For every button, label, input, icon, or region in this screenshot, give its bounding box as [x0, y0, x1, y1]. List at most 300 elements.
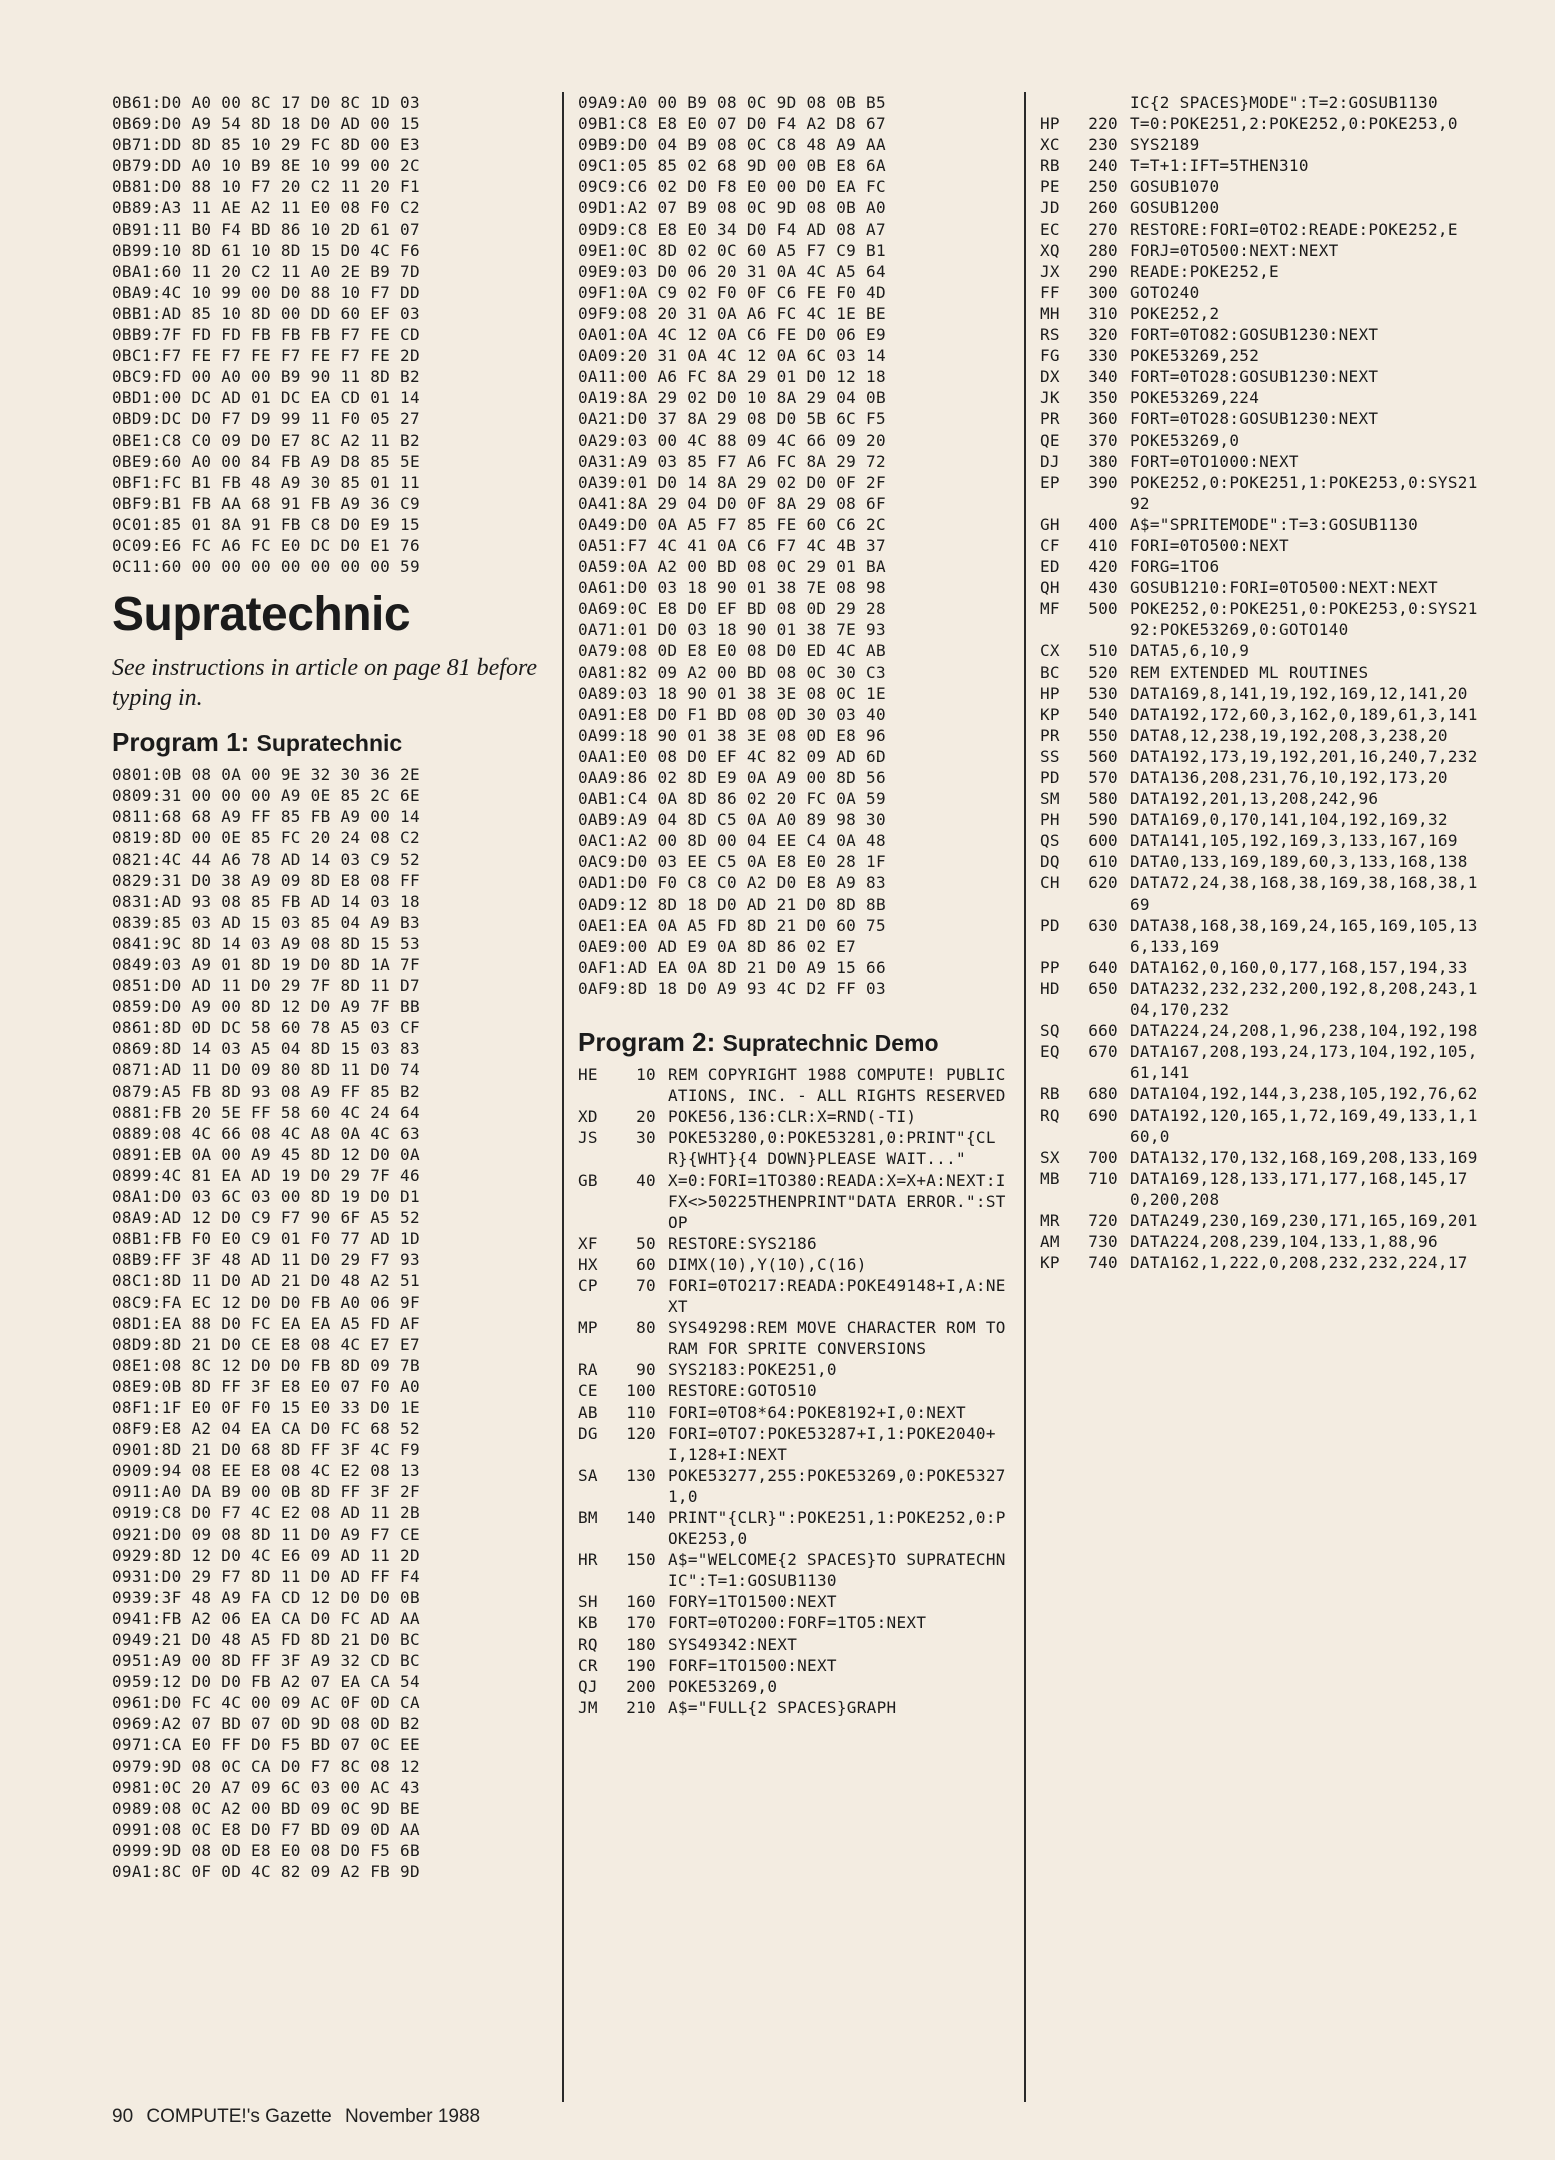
basic-line — [1040, 261, 1480, 282]
checksum: XQ — [1040, 240, 1060, 260]
listing-line: 0C09:E6 FC A6 FC E0 DC D0 E1 76 — [112, 535, 420, 555]
listing-line: 0809:31 00 00 00 A9 0E 85 2C 6E — [112, 786, 420, 806]
checksum: HP — [1040, 683, 1060, 703]
line-number: 330 — [1088, 346, 1118, 366]
line-text: POKE252,0:POKE251,1:POKE253,0:SYS2192 — [1130, 472, 1478, 513]
listing-line: 0911:A0 DA B9 00 0B 8D FF 3F 2F — [112, 1482, 420, 1502]
line-number: 270 — [1088, 219, 1118, 239]
line-text: IC{2 SPACES}MODE":T=2:GOSUB1130 — [1130, 93, 1438, 112]
checksum: JS — [578, 1128, 598, 1148]
line-number: 100 — [626, 1381, 656, 1401]
basic-line — [1040, 451, 1480, 472]
line-text: POKE252,0:POKE251,0:POKE253,0:SYS2192:POKE53269,0:GOTO140 — [1130, 599, 1478, 640]
listing-line: 08A1:D0 03 6C 03 00 8D 19 D0 D1 — [112, 1187, 420, 1207]
line-text: REM EXTENDED ML ROUTINES — [1130, 662, 1369, 682]
line-text: A$="FULL{2 SPACES}GRAPH — [668, 1697, 897, 1717]
line-number: 150 — [626, 1550, 656, 1570]
line-text: FORT=0TO82:GOSUB1230:NEXT — [1130, 325, 1379, 345]
checksum: EP — [1040, 472, 1060, 492]
listing-line: 0B79:DD A0 10 B9 8E 10 99 00 2C — [112, 156, 420, 176]
line-number: 390 — [1088, 472, 1118, 492]
basic-line — [1040, 704, 1480, 725]
line-text: FORI=0TO217:READA:POKE49148+I,A:NEXT — [668, 1275, 1006, 1317]
checksum: MR — [1040, 1210, 1060, 1230]
listing-line: 0AD1:D0 F0 C8 C0 A2 D0 E8 A9 83 — [578, 873, 886, 893]
listing-line: 0851:D0 AD 11 D0 29 7F 8D 11 D7 — [112, 976, 420, 996]
line-text: FORI=0TO8*64:POKE8192+I,0:NEXT — [668, 1402, 966, 1422]
column-rule-1 — [562, 92, 564, 2102]
program-2-listing — [578, 1064, 1016, 1718]
basic-line — [1040, 366, 1480, 387]
line-number: 210 — [626, 1697, 656, 1717]
line-number: 520 — [1088, 662, 1118, 682]
checksum: PH — [1040, 810, 1060, 830]
listing-line: 0B61:D0 A0 00 8C 17 D0 8C 1D 03 — [112, 93, 420, 112]
line-text: GOSUB1210:FORI=0TO500:NEXT:NEXT — [1130, 578, 1438, 598]
listing-line: 0AA9:86 02 8D E9 0A A9 00 8D 56 — [578, 768, 886, 787]
checksum: KB — [578, 1613, 598, 1633]
checksum: SQ — [1040, 1021, 1060, 1041]
checksum: MF — [1040, 599, 1060, 619]
line-text: FORT=0TO28:GOSUB1230:NEXT — [1130, 367, 1379, 387]
listing-line: 0A01:0A 4C 12 0A C6 FE D0 06 E9 — [578, 325, 886, 345]
line-text: FORI=0TO500:NEXT — [1130, 535, 1289, 555]
checksum: SS — [1040, 746, 1060, 766]
checksum: SX — [1040, 1147, 1060, 1167]
basic-line — [578, 1612, 1010, 1633]
listing-line: 0869:8D 14 03 A5 04 8D 15 03 83 — [112, 1039, 420, 1059]
basic-line — [578, 1275, 1010, 1317]
listing-line: 0AC1:A2 00 8D 00 04 EE C4 0A 48 — [578, 831, 886, 851]
listing-line: 0A39:01 D0 14 8A 29 02 D0 0F 2F — [578, 472, 886, 492]
line-number: 570 — [1088, 768, 1118, 787]
line-number: 170 — [626, 1613, 656, 1633]
basic-line — [1040, 1020, 1480, 1041]
line-number: 560 — [1088, 746, 1118, 766]
listing-line: 0B81:D0 88 10 F7 20 C2 11 20 F1 — [112, 177, 420, 197]
listing-line: 08C1:8D 11 D0 AD 21 D0 48 A2 51 — [112, 1271, 420, 1291]
listing-line: 0AF1:AD EA 0A 8D 21 D0 A9 15 66 — [578, 957, 886, 977]
listing-line: 0879:A5 FB 8D 93 08 A9 FF 85 B2 — [112, 1081, 420, 1101]
checksum: SH — [578, 1592, 598, 1612]
listing-line: 09F1:0A C9 02 F0 0F C6 FE F0 4D — [578, 282, 886, 302]
listing-line: 09D9:C8 E8 E0 34 D0 F4 AD 08 A7 — [578, 219, 886, 239]
line-text: FORT=0TO200:FORF=1TO5:NEXT — [668, 1613, 927, 1633]
listing-line: 0C01:85 01 8A 91 FB C8 D0 E9 15 — [112, 514, 420, 534]
line-text: DATA132,170,132,168,169,208,133,169 — [1130, 1147, 1478, 1167]
listing-line: 0BC1:F7 FE F7 FE F7 FE F7 FE 2D — [112, 346, 420, 366]
listing-line: 0829:31 D0 38 A9 09 8D E8 08 FF — [112, 870, 420, 890]
checksum: QE — [1040, 430, 1060, 450]
line-number: 610 — [1088, 852, 1118, 872]
basic-line — [1040, 788, 1480, 809]
listing-line: 0849:03 A9 01 8D 19 D0 8D 1A 7F — [112, 955, 420, 974]
line-number: 660 — [1088, 1021, 1118, 1041]
line-number: 700 — [1088, 1147, 1118, 1167]
line-number: 250 — [1088, 177, 1118, 197]
basic-line — [578, 1317, 1016, 1359]
listing-line: 0AC9:D0 03 EE C5 0A E8 E0 28 1F — [578, 852, 886, 872]
basic-line — [1040, 767, 1480, 788]
listing-line: 0949:21 D0 48 A5 FD 8D 21 D0 BC — [112, 1630, 420, 1649]
listing-line: 0919:C8 D0 F7 4C E2 08 AD 11 2B — [112, 1503, 420, 1523]
checksum: RB — [1040, 156, 1060, 176]
checksum: HR — [578, 1550, 598, 1570]
line-number: 550 — [1088, 725, 1118, 745]
listing-line: 0831:AD 93 08 85 FB AD 14 03 18 — [112, 891, 420, 911]
line-text: DATA5,6,10,9 — [1130, 641, 1250, 661]
checksum: DQ — [1040, 852, 1060, 872]
checksum: RQ — [578, 1634, 598, 1654]
line-number: 80 — [636, 1318, 656, 1338]
listing-line: 0B69:D0 A9 54 8D 18 D0 AD 00 15 — [112, 114, 420, 134]
line-number: 720 — [1088, 1210, 1118, 1230]
checksum: MP — [578, 1318, 598, 1338]
checksum: AM — [1040, 1232, 1060, 1252]
listing-line: 08C9:FA EC 12 D0 D0 FB A0 06 9F — [112, 1292, 420, 1312]
line-text: DATA0,133,169,189,60,3,133,168,138 — [1130, 852, 1468, 872]
basic-line — [1040, 303, 1480, 324]
listing-line: 0939:3F 48 A9 FA CD 12 D0 D0 0B — [112, 1587, 420, 1607]
listing-line: 0AA1:E0 08 D0 EF 4C 82 09 AD 6D — [578, 746, 886, 766]
column-1 — [112, 92, 548, 1882]
checksum: JX — [1040, 261, 1060, 281]
line-number: 510 — [1088, 641, 1118, 661]
checksum: GB — [578, 1170, 598, 1190]
basic-line — [578, 1380, 1010, 1401]
basic-line — [578, 1402, 1010, 1423]
line-number: 530 — [1088, 683, 1118, 703]
line-text: DATA8,12,238,19,192,208,3,238,20 — [1130, 725, 1448, 745]
checksum: KP — [1040, 704, 1060, 724]
line-text: POKE53269,224 — [1130, 388, 1260, 408]
line-number: 740 — [1088, 1253, 1118, 1273]
line-number: 430 — [1088, 578, 1118, 598]
checksum: DX — [1040, 367, 1060, 387]
checksum: CF — [1040, 535, 1060, 555]
line-text: POKE53269,0 — [1130, 430, 1240, 450]
line-number: 50 — [636, 1233, 656, 1253]
listing-line: 0BB9:7F FD FD FB FB FB F7 FE CD — [112, 325, 420, 345]
listing-line: 0971:CA E0 FF D0 F5 BD 07 0C EE — [112, 1735, 420, 1755]
line-text: REM COPYRIGHT 1988 COMPUTE! PUBLICATIONS, INC. - ALL RIGHTS RESERVED — [668, 1065, 1006, 1106]
basic-line — [1040, 809, 1480, 830]
listing-line: 0BE9:60 A0 00 84 FB A9 D8 85 5E — [112, 451, 420, 471]
line-number: 670 — [1088, 1042, 1118, 1062]
program-2-label: Program 2: — [578, 1027, 716, 1058]
listing-line: 0941:FB A2 06 EA CA D0 FC AD AA — [112, 1608, 420, 1628]
basic-line — [1040, 282, 1480, 303]
line-text: POKE53280,0:POKE53281,0:PRINT"{CLR}{WHT}{4 DOWN}PLEASE WAIT..." — [668, 1128, 996, 1169]
basic-line — [578, 1697, 1010, 1718]
line-text: READE:POKE252,E — [1130, 261, 1279, 281]
listing-line: 0B91:11 B0 F4 BD 86 10 2D 61 07 — [112, 219, 420, 239]
listing-line: 0A71:01 D0 03 18 90 01 38 7E 93 — [578, 620, 886, 640]
line-text: FORT=0TO1000:NEXT — [1130, 451, 1299, 471]
line-number: 120 — [626, 1423, 656, 1443]
line-text: DATA192,172,60,3,162,0,189,61,3,141 — [1130, 704, 1478, 724]
listing-line: 0A69:0C E8 D0 EF BD 08 0D 29 28 — [578, 599, 886, 619]
checksum: GH — [1040, 514, 1060, 534]
basic-line — [1040, 176, 1480, 197]
basic-line — [1040, 1210, 1480, 1231]
line-text: A$="SPRITEMODE":T=3:GOSUB1130 — [1130, 514, 1419, 534]
listing-line: 09A9:A0 00 B9 08 0C 9D 08 0B B5 — [578, 93, 886, 112]
listing-line: 08E1:08 8C 12 D0 D0 FB 8D 09 7B — [112, 1355, 420, 1375]
checksum: SA — [578, 1465, 598, 1485]
line-text: GOSUB1200 — [1130, 198, 1220, 218]
line-text: FORF=1TO1500:NEXT — [668, 1655, 837, 1675]
listing-line: 0889:08 4C 66 08 4C A8 0A 4C 63 — [112, 1123, 420, 1143]
basic-line — [578, 1127, 1010, 1169]
listing-line: 0959:12 D0 D0 FB A2 07 EA CA 54 — [112, 1672, 420, 1692]
line-text: DATA167,208,193,24,173,104,192,105,61,141 — [1130, 1042, 1478, 1083]
article-title: Supratechnic — [112, 588, 411, 642]
listing-line: 0929:8D 12 D0 4C E6 09 AD 11 2D — [112, 1545, 420, 1565]
column-rule-2 — [1024, 92, 1026, 2102]
basic-line — [1040, 1041, 1480, 1083]
checksum: XF — [578, 1233, 598, 1253]
line-number: 350 — [1088, 388, 1118, 408]
listing-line: 08E9:0B 8D FF 3F E8 E0 07 F0 A0 — [112, 1376, 420, 1396]
listing-line: 0A19:8A 29 02 D0 10 8A 29 04 0B — [578, 388, 886, 408]
basic-line — [1040, 1083, 1480, 1104]
listing-line: 09B9:D0 04 B9 08 0C C8 48 A9 AA — [578, 135, 886, 155]
line-text: FORG=1TO6 — [1130, 557, 1220, 577]
basic-line — [1040, 830, 1480, 851]
checksum: XD — [578, 1107, 598, 1127]
checksum: PD — [1040, 768, 1060, 787]
line-number: 640 — [1088, 957, 1118, 977]
checksum: CX — [1040, 641, 1060, 661]
basic-line — [1040, 725, 1480, 746]
basic-line — [1040, 1168, 1480, 1210]
basic-line — [578, 1507, 1010, 1549]
listing-line: 0AB1:C4 0A 8D 86 02 20 FC 0A 59 — [578, 789, 886, 809]
line-text: FORY=1TO1500:NEXT — [668, 1592, 837, 1612]
listing-line: 0BB1:AD 85 10 8D 00 DD 60 EF 03 — [112, 303, 420, 323]
basic-line — [578, 1676, 1010, 1697]
line-text: DATA169,8,141,19,192,169,12,141,20 — [1130, 683, 1468, 703]
basic-line — [1040, 978, 1480, 1020]
line-text: POKE53277,255:POKE53269,0:POKE53271,0 — [668, 1465, 1006, 1506]
basic-line — [578, 1423, 1010, 1465]
listing-line: 09C9:C6 02 D0 F8 E0 00 D0 EA FC — [578, 177, 886, 197]
checksum: MH — [1040, 303, 1060, 323]
checksum: EQ — [1040, 1042, 1060, 1062]
checksum: RA — [578, 1360, 598, 1380]
basic-line — [578, 1549, 1010, 1591]
basic-line — [1040, 1231, 1480, 1252]
checksum: QJ — [578, 1676, 598, 1696]
listing-line: 09C1:05 85 02 68 9D 00 0B E8 6A — [578, 156, 886, 176]
listing-line: 0A51:F7 4C 41 0A C6 F7 4C 4B 37 — [578, 535, 886, 555]
listing-line: 0961:D0 FC 4C 00 09 AC 0F 0D CA — [112, 1693, 420, 1713]
listing-line: 0839:85 03 AD 15 03 85 04 A9 B3 — [112, 912, 420, 932]
basic-line — [1040, 408, 1480, 429]
listing-line: 0821:4C 44 A6 78 AD 14 03 C9 52 — [112, 849, 420, 869]
basic-line — [1040, 556, 1480, 577]
listing-line: 0BF1:FC B1 FB 48 A9 30 85 01 11 — [112, 472, 420, 492]
listing-line: 0891:EB 0A 00 A9 45 8D 12 D0 0A — [112, 1144, 420, 1164]
line-text: POKE53269,0 — [668, 1676, 778, 1696]
checksum: HX — [578, 1254, 598, 1274]
checksum: QH — [1040, 578, 1060, 598]
line-number: 730 — [1088, 1232, 1118, 1252]
line-number: 380 — [1088, 451, 1118, 471]
column-3 — [1040, 92, 1480, 1273]
listing-line: 0C11:60 00 00 00 00 00 00 00 59 — [112, 557, 420, 577]
line-text: DATA162,0,160,0,177,168,157,194,33 — [1130, 957, 1468, 977]
program-2-name: Supratechnic Demo — [722, 1030, 939, 1057]
program-1-label: Program 1: — [112, 727, 250, 758]
checksum: XC — [1040, 135, 1060, 155]
magazine-name: COMPUTE!'s Gazette — [146, 2106, 332, 2127]
line-text: X=0:FORI=1TO380:READA:X=X+A:NEXT:IFX<>50225THENPRINT"DATA ERROR.":STOP — [668, 1170, 1006, 1232]
line-number: 70 — [636, 1275, 656, 1295]
listing-line: 08B1:FB F0 E0 C9 01 F0 77 AD 1D — [112, 1229, 420, 1249]
basic-line — [1040, 1147, 1480, 1168]
listing-line: 09D1:A2 07 B9 08 0C 9D 08 0B A0 — [578, 198, 886, 218]
line-number: 10 — [636, 1065, 656, 1085]
listing-line: 0A49:D0 0A A5 F7 85 FE 60 C6 2C — [578, 514, 886, 534]
program-1-name: Supratechnic — [256, 730, 403, 757]
line-text: T=0:POKE251,2:POKE252,0:POKE253,0 — [1130, 114, 1458, 134]
basic-line — [1040, 577, 1480, 598]
line-number: 420 — [1088, 557, 1118, 577]
line-text: FORT=0TO28:GOSUB1230:NEXT — [1130, 409, 1379, 429]
line-text: POKE56,136:CLR:X=RND(-TI) — [668, 1107, 917, 1127]
listing-line: 0BF9:B1 FB AA 68 91 FB A9 36 C9 — [112, 493, 420, 513]
line-text: DATA224,208,239,104,133,1,88,96 — [1130, 1232, 1438, 1252]
checksum: KP — [1040, 1253, 1060, 1273]
basic-line — [1040, 430, 1480, 451]
basic-line — [1040, 872, 1480, 914]
listing-line: 09E9:03 D0 06 20 31 0A 4C A5 64 — [578, 261, 886, 281]
line-number: 280 — [1088, 240, 1118, 260]
checksum: PP — [1040, 957, 1060, 977]
line-number: 540 — [1088, 704, 1118, 724]
issue-date: November 1988 — [344, 2106, 481, 2127]
listing-line: 0AE9:00 AD E9 0A 8D 86 02 E7 — [578, 936, 857, 956]
listing-line: 0A91:E8 D0 F1 BD 08 0D 30 03 40 — [578, 704, 886, 724]
line-number: 590 — [1088, 810, 1118, 830]
checksum: AB — [578, 1402, 598, 1422]
checksum: CP — [578, 1275, 598, 1295]
checksum: PR — [1040, 409, 1060, 429]
listing-line: 0951:A9 00 8D FF 3F A9 32 CD BC — [112, 1651, 420, 1671]
line-number: 200 — [626, 1676, 656, 1696]
listing-line: 0931:D0 29 F7 8D 11 D0 AD FF F4 — [112, 1566, 420, 1586]
line-number: 300 — [1088, 282, 1118, 302]
listing-line: 0969:A2 07 BD 07 0D 9D 08 0D B2 — [112, 1714, 420, 1734]
basic-line — [1040, 155, 1480, 176]
basic-line — [1040, 240, 1480, 261]
basic-line — [578, 1106, 1010, 1127]
line-text: DATA169,0,170,141,104,192,169,32 — [1130, 810, 1448, 830]
listing-line: 0861:8D 0D DC 58 60 78 A5 03 CF — [112, 1018, 420, 1038]
basic-line — [578, 1254, 1010, 1275]
listing-line: 09E1:0C 8D 02 0C 60 A5 F7 C9 B1 — [578, 240, 886, 260]
basic-line — [1040, 197, 1480, 218]
line-number: 650 — [1088, 978, 1118, 998]
listing-line: 0819:8D 00 0E 85 FC 20 24 08 C2 — [112, 828, 420, 848]
checksum: JK — [1040, 388, 1060, 408]
line-number: 60 — [636, 1254, 656, 1274]
line-text: POKE252,2 — [1130, 303, 1220, 323]
line-number: 20 — [636, 1107, 656, 1127]
listing-line: 0AD9:12 8D 18 D0 AD 21 D0 8D 8B — [578, 894, 886, 914]
listing-line: 0A59:0A A2 00 BD 08 0C 29 01 BA — [578, 557, 886, 577]
listing-line: 0A81:82 09 A2 00 BD 08 0C 30 C3 — [578, 662, 886, 682]
line-text: DATA192,120,165,1,72,169,49,133,1,160,0 — [1130, 1105, 1478, 1146]
checksum: PE — [1040, 177, 1060, 197]
line-number: 90 — [636, 1360, 656, 1380]
line-number: 370 — [1088, 430, 1118, 450]
basic-line — [1040, 1252, 1480, 1273]
line-number: 40 — [636, 1170, 656, 1190]
basic-line — [578, 1591, 1010, 1612]
listing-line: 0881:FB 20 5E FF 58 60 4C 24 64 — [112, 1102, 420, 1122]
listing-line: 0BE1:C8 C0 09 D0 E7 8C A2 11 B2 — [112, 430, 420, 450]
line-number: 620 — [1088, 873, 1118, 893]
continuation-row — [1040, 92, 1480, 113]
basic-line — [578, 1634, 1010, 1655]
line-text: DATA192,201,13,208,242,96 — [1130, 789, 1379, 809]
listing-line: 0981:0C 20 A7 09 6C 03 00 AC 43 — [112, 1777, 420, 1797]
line-number: 260 — [1088, 198, 1118, 218]
listing-line: 0B99:10 8D 61 10 8D 15 D0 4C F6 — [112, 240, 420, 260]
basic-line — [1040, 387, 1480, 408]
checksum: FG — [1040, 346, 1060, 366]
line-number: 240 — [1088, 156, 1118, 176]
line-number: 410 — [1088, 535, 1118, 555]
listing-line: 0AE1:EA 0A A5 FD 8D 21 D0 60 75 — [578, 915, 886, 935]
listing-line: 0871:AD 11 D0 09 80 8D 11 D0 74 — [112, 1060, 420, 1080]
ml-listing-continued-2 — [578, 92, 1010, 999]
basic-line — [1040, 957, 1480, 978]
basic-line — [578, 1170, 1010, 1233]
basic-line — [1040, 345, 1480, 366]
checksum: CH — [1040, 873, 1060, 893]
line-number: 680 — [1088, 1084, 1118, 1104]
listing-line: 0901:8D 21 D0 68 8D FF 3F 4C F9 — [112, 1440, 420, 1460]
listing-line: 0B71:DD 8D 85 10 29 FC 8D 00 E3 — [112, 135, 420, 155]
listing-line: 0BD9:DC D0 F7 D9 99 11 F0 05 27 — [112, 409, 420, 429]
listing-line: 0A11:00 A6 FC 8A 29 01 D0 12 18 — [578, 367, 886, 387]
line-text: GOSUB1070 — [1130, 177, 1220, 197]
program-2-heading — [578, 1025, 1010, 1060]
checksum: RQ — [1040, 1105, 1060, 1125]
line-number: 130 — [626, 1465, 656, 1485]
line-text: PRINT"{CLR}":POKE251,1:POKE252,0:POKE253,0 — [668, 1508, 1006, 1549]
line-text: RESTORE:SYS2186 — [668, 1233, 817, 1253]
basic-line — [1040, 113, 1480, 134]
checksum: CR — [578, 1655, 598, 1675]
checksum: HP — [1040, 114, 1060, 134]
line-number: 400 — [1088, 514, 1118, 534]
listing-line: 08B9:FF 3F 48 AD 11 D0 29 F7 93 — [112, 1250, 420, 1270]
line-text: FORI=0TO7:POKE53287+I,1:POKE2040+I,128+I:NEXT — [668, 1423, 996, 1464]
line-number: 340 — [1088, 367, 1118, 387]
page-footer — [112, 2106, 480, 2128]
checksum: RS — [1040, 325, 1060, 345]
listing-line: 0A09:20 31 0A 4C 12 0A 6C 03 14 — [578, 346, 886, 366]
line-text: GOTO240 — [1130, 282, 1200, 302]
checksum: CE — [578, 1381, 598, 1401]
line-text: RESTORE:FORI=0TO2:READE:POKE252,E — [1130, 219, 1458, 239]
basic-line — [1040, 324, 1480, 345]
